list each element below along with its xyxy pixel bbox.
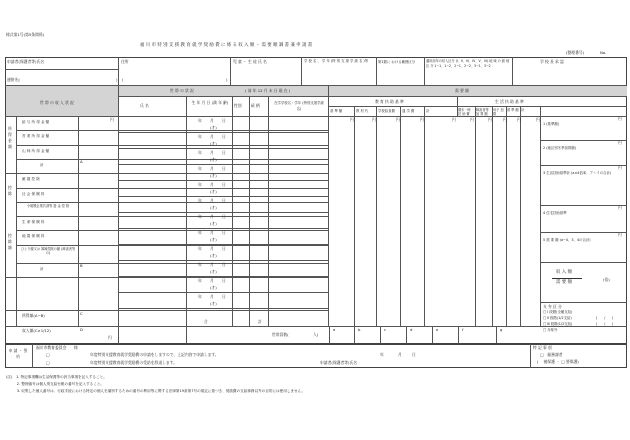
ref-no-label: (整理番号) <box>566 50 585 55</box>
school-grade-label: 学 校 名 、 学 年 (特 別 支 援 学 級 名 )等 <box>304 59 369 63</box>
hh-birth-month: 月 <box>210 294 214 299</box>
deduction-row-label: 地 震 保 険 料 <box>22 234 45 239</box>
eligibility-item-ratio: ( / ) <box>596 316 614 320</box>
demand-col-rule <box>354 106 355 326</box>
demand-yen: 円 <box>503 117 507 122</box>
hh-age: (才) <box>210 141 217 146</box>
total-letter: d <box>410 327 413 332</box>
hh-birth-day: 日 <box>222 230 226 235</box>
note-line: 2. 整理番号は個人別支給台帳の番号を記入すること。 <box>6 382 105 386</box>
deduction-row-rule <box>16 216 328 217</box>
avg-income-yen: 円 <box>108 335 112 340</box>
hh-birth-year: 年 <box>198 150 202 155</box>
hh-row-rule <box>118 260 328 261</box>
demand-col-rule <box>400 106 401 326</box>
total-letter: e <box>436 327 439 332</box>
hh-birth-month: 月 <box>210 230 214 235</box>
application-addressee: 福川市教育委員会 様 <box>36 345 78 350</box>
demand-yen: 円 <box>536 117 540 122</box>
application-date-month: 月 <box>398 352 402 357</box>
right-item-rule <box>540 205 627 206</box>
demand-yen: 円 <box>470 117 474 122</box>
hh-birth-day: 日 <box>222 134 226 139</box>
total-col-rule <box>458 326 459 343</box>
grade-class-label: 第1類に おける範囲区分 <box>378 60 416 64</box>
demand-yen: 円 <box>350 117 354 122</box>
total-col-rule <box>329 326 330 343</box>
period-label: 世帯員数( <box>272 332 289 337</box>
demand-sub-school: 教 育 扶 助 基 準 <box>375 99 404 104</box>
hh-birth-day: 日 <box>222 166 226 171</box>
page-title: 福 川 市 特 別 支 援 教 育 就 学 奨 励 費 に 係 る 収 入 額 ・ 需 要 額 調 書 兼 申 請 書 <box>140 43 313 48</box>
hh-birth-day: 日 <box>222 214 226 219</box>
deduction-row-label: ひとり親又は 寡婦控除の額 (障害者等の) <box>20 246 76 256</box>
right-item-yen: 円 <box>618 140 622 145</box>
demand-sub-life: 生 活 扶 助 基 準 <box>495 99 524 104</box>
deduction-row-rule <box>16 230 328 231</box>
application-line-1: 年度特別支援教育就学奨励費の申請をしますので、上記内容で申請します。 <box>90 352 219 357</box>
application-line-2: 年度特別支援教育就学奨励費の受給を辞退します。 <box>90 360 178 365</box>
address-paren-close: ) <box>226 77 228 82</box>
total-letter: g <box>500 327 503 332</box>
income-row-label: 給 与 所 得 金 額 <box>22 120 50 124</box>
hh-birth-year: 年 <box>198 182 202 187</box>
hh-row-rule <box>118 196 328 197</box>
hh-birth-month: 月 <box>210 166 214 171</box>
right-item-rule <box>540 165 627 166</box>
total-col-rule <box>496 326 497 343</box>
phone-label: 連絡先( <box>7 77 20 82</box>
range-label: 適用前年の収入区分 (I、II、III、IV、V、VI) 地 域 の 級 地 区 分 1−1、1−2、2−1、2−2、3−1、3−2 <box>426 59 510 68</box>
hh-birth-month: 月 <box>210 134 214 139</box>
hh-birth-day: 日 <box>222 294 226 299</box>
demand-yen: 円 <box>372 117 376 122</box>
deduction-row-rule <box>16 188 328 189</box>
eligibility-item[interactable]: □ Ⅲ 段階(1/2支給) <box>543 322 573 326</box>
demand-col-school: 教 材 代 <box>356 109 369 113</box>
income-row-rule <box>5 173 328 174</box>
hh-age: (才) <box>210 237 217 242</box>
hh-birth-year: 年 <box>198 166 202 171</box>
hh-birth-year: 年 <box>198 246 202 251</box>
application-side: 申 請 ・ 誓 約 <box>8 348 28 359</box>
applicant-name-label: 申請者(保護者等)氏名 <box>7 59 45 64</box>
note-line: 3. 収集した個人番号は、行政手続における特定の個人を識別するための番号の利用等に関する法律第19条第7号の規定に基づき、奨励費の支給事務以外の目的には使用しません。 <box>6 389 305 393</box>
application-check-1[interactable]: □ <box>46 352 50 357</box>
total-letter: a <box>333 327 336 332</box>
hh-birth-day: 日 <box>222 150 226 155</box>
ref-no-suffix: No. <box>600 50 607 55</box>
right-item-rule <box>540 140 627 141</box>
demand-col-rule <box>492 106 493 326</box>
application-date-year: 年 <box>380 352 384 357</box>
right-item-rule <box>540 262 627 263</box>
demand-col-school: 学校給食費 <box>378 109 395 113</box>
right-item-yen: 円 <box>618 232 622 237</box>
hh-birth-day: 日 <box>222 246 226 251</box>
demand-col-school: 計 <box>426 109 430 113</box>
total-letter: c <box>384 327 387 332</box>
total-letter: b <box>358 327 361 332</box>
period-unit: 人) <box>313 332 319 337</box>
hh-birth-year: 年 <box>198 278 202 283</box>
special-title: 特 記 事 項 <box>533 345 552 350</box>
hh-birth-month: 月 <box>210 182 214 187</box>
hh-birth-day: 日 <box>222 182 226 187</box>
hh-birth-month: 月 <box>210 118 214 123</box>
hh-row-rule <box>118 308 328 309</box>
income-row-label: 営 業 所 得 金 額 <box>22 134 50 139</box>
ratio-label: 収 入 額 <box>556 270 572 275</box>
income-row-rule <box>16 159 328 160</box>
demand-col-school: 通 学 費 <box>402 109 415 113</box>
eligibility-item-ratio: ( / ) <box>596 322 614 326</box>
deduction-row-rule <box>16 202 328 203</box>
note-line: (注) 1. 特記事項欄は生活保護等の該当事項を記入すること。 <box>6 375 107 379</box>
ratio-label2: 需 要 額 <box>556 280 572 285</box>
income-yen: 円 <box>110 117 114 122</box>
demand-yen: 円 <box>420 117 424 122</box>
special-item-2: ( 被保護 ・ □ 要保護) <box>537 359 579 364</box>
school-category-label: 学 校 長 承 認 <box>540 59 564 64</box>
hh-age: (才) <box>210 253 217 258</box>
demand-yen: 円 <box>396 117 400 122</box>
hh-birth-day: 日 <box>222 198 226 203</box>
hh-birth-year: 年 <box>198 262 202 267</box>
hh-age: (才) <box>210 285 217 290</box>
right-item-yen: 円 <box>618 116 622 121</box>
demand-col-school: 基 準 額 <box>330 109 343 113</box>
total-label2: 計 <box>258 319 262 324</box>
kids-name-label: 児 童 ・ 生 徒 氏 名 <box>233 59 267 64</box>
household-title: 世 帯 の 状 況 <box>170 88 194 93</box>
hh-col-relation: 続 柄 <box>251 103 260 108</box>
household-header-bg <box>119 86 329 97</box>
hh-birth-year: 年 <box>198 118 202 123</box>
total-label: 合 <box>204 319 208 324</box>
hh-col-name: 氏 名 <box>140 103 149 108</box>
hh-row-rule <box>118 228 328 229</box>
demand-yen: 円 <box>488 117 492 122</box>
demand-col-rule <box>475 106 476 326</box>
hh-age: (才) <box>210 301 217 306</box>
demand-yen: 円 <box>452 117 456 122</box>
income-letter-b: B <box>80 262 83 268</box>
hh-row-rule <box>118 292 328 293</box>
deduction-row-rule <box>5 277 328 278</box>
demand-col-life: 計 <box>521 108 525 112</box>
demand-yen: 円 <box>517 117 521 122</box>
deduction-row-rule <box>16 263 328 264</box>
right-item: 4 住宅扶助基準 <box>543 211 567 215</box>
hh-age: (才) <box>210 205 217 210</box>
hh-birth-year: 年 <box>198 214 202 219</box>
income-row-label: 計 <box>40 162 44 167</box>
deduction-row-label: 生 命 保 険 料 <box>22 220 45 225</box>
right-item: 2 (地区別冬季加算額) <box>543 146 577 150</box>
total-col-rule <box>354 326 355 343</box>
demand-col-rule <box>376 106 377 326</box>
demand-col-life: 障害者等 加 算 額 <box>476 108 489 117</box>
hh-row-rule <box>118 276 328 277</box>
address-label: 住所 <box>121 59 129 64</box>
demand-col-rule <box>424 106 425 326</box>
right-item-rule <box>540 232 627 233</box>
application-date-day: 日 <box>412 352 416 357</box>
deduction-row-label: 雑 損 控 除 <box>22 177 40 182</box>
total-col-rule <box>406 326 407 343</box>
hh-age: (才) <box>210 125 217 130</box>
hh-birth-day: 日 <box>222 262 226 267</box>
household-date-note: ( 前 年 12 月 末 日 現 在 ) <box>245 88 291 93</box>
demand-col-life: 期末一時 扶 助 費 <box>458 108 471 117</box>
avg-income-label: 収入額(C×1/12) <box>22 328 51 333</box>
form-code: 様式第1号(第5条関係) <box>6 32 45 37</box>
total-col-rule <box>432 326 433 343</box>
eligibility-title: 支 弁 区 分 <box>543 304 562 309</box>
income-letter-a: A <box>80 158 83 164</box>
right-item: 1 (基準額) <box>543 122 560 126</box>
hh-birth-day: 日 <box>222 118 226 123</box>
income-side-label: 所 得 金 額 <box>8 126 12 149</box>
income-row-label: 山 林 所 得 金 額 <box>22 148 50 153</box>
right-item-yen: 円 <box>618 205 622 210</box>
address-paren-open: ( <box>122 77 124 82</box>
hh-birth-month: 月 <box>210 278 214 283</box>
hh-col-birth: 生 年 月 日 (満 年 齢) <box>191 100 229 105</box>
hh-col-sex: 性別 <box>234 103 242 108</box>
hh-birth-day: 日 <box>222 278 226 283</box>
hh-birth-month: 月 <box>210 150 214 155</box>
deduct-side-label: 控 除 <box>8 185 12 197</box>
phone-close: ) <box>116 77 118 82</box>
ratio-unit: (倍) <box>603 277 610 282</box>
hh-row-rule <box>118 148 328 149</box>
hh-row-rule <box>118 244 328 245</box>
total-col-rule <box>380 326 381 343</box>
hh-birth-month: 月 <box>210 198 214 203</box>
application-sign-label: 申請者(保護者等)氏名 <box>320 360 358 365</box>
demand-title: 需 要 額 <box>455 88 469 93</box>
deduction-row-label: 社 会 保 険 料 <box>22 191 45 196</box>
application-check-2[interactable]: □ <box>46 360 50 365</box>
hh-age: (才) <box>210 189 217 194</box>
hh-birth-year: 年 <box>198 294 202 299</box>
right-item: 3 生活扶助基準計 (a×4倍率、ア～イの合計) <box>543 171 612 175</box>
demand-header-bg <box>329 86 627 97</box>
hh-row-rule <box>118 180 328 181</box>
eligibility-item[interactable]: □ Ⅰ 段階(全額支給) <box>543 310 573 314</box>
total-letter: f <box>462 327 464 332</box>
net-income-label: 所得額(A−B) <box>22 313 45 318</box>
eligibility-item[interactable]: □ Ⅱ 段階(1/2支給) <box>543 316 572 320</box>
hh-birth-month: 月 <box>210 246 214 251</box>
demand-col-rule <box>506 106 507 326</box>
hh-birth-month: 月 <box>210 214 214 219</box>
right-item-yen: 円 <box>618 165 622 170</box>
deduct-side-label-2: 控 除 額 <box>8 233 12 251</box>
hh-birth-year: 年 <box>198 134 202 139</box>
hh-row-rule <box>118 164 328 165</box>
avg-income-letter: D <box>80 327 83 332</box>
hh-age: (才) <box>210 173 217 178</box>
demand-col-life: 基 準 額 <box>507 108 519 112</box>
demand-col-life: 母子 加算 <box>493 108 504 117</box>
hh-row-rule <box>118 132 328 133</box>
hh-birth-month: 月 <box>210 262 214 267</box>
special-item-1: □ 総務課者 <box>540 352 563 357</box>
hh-col-school: 在学学校名・学年 (特別支援学級名) <box>274 101 324 111</box>
right-item: 5 需 要 額 (a−4、3、4の合計) <box>543 238 591 242</box>
hh-row-rule <box>118 212 328 213</box>
hh-age: (才) <box>210 221 217 226</box>
hh-birth-year: 年 <box>198 198 202 203</box>
income-section-title: 世 帯 の 収 入 状 況 <box>40 100 74 105</box>
hh-birth-year: 年 <box>198 230 202 235</box>
hh-age: (才) <box>210 157 217 162</box>
income-row-rule <box>16 145 328 146</box>
hh-age: (才) <box>210 269 217 274</box>
deduction-row-label: 小規模企業共済等 掛 金 控 除 <box>26 203 70 208</box>
net-income-letter: C <box>80 311 83 316</box>
eligibility-zero-note[interactable]: □ 対象外 <box>543 328 558 332</box>
demand-col-rule <box>520 106 521 326</box>
deduction-row-label: 計 <box>40 266 44 271</box>
